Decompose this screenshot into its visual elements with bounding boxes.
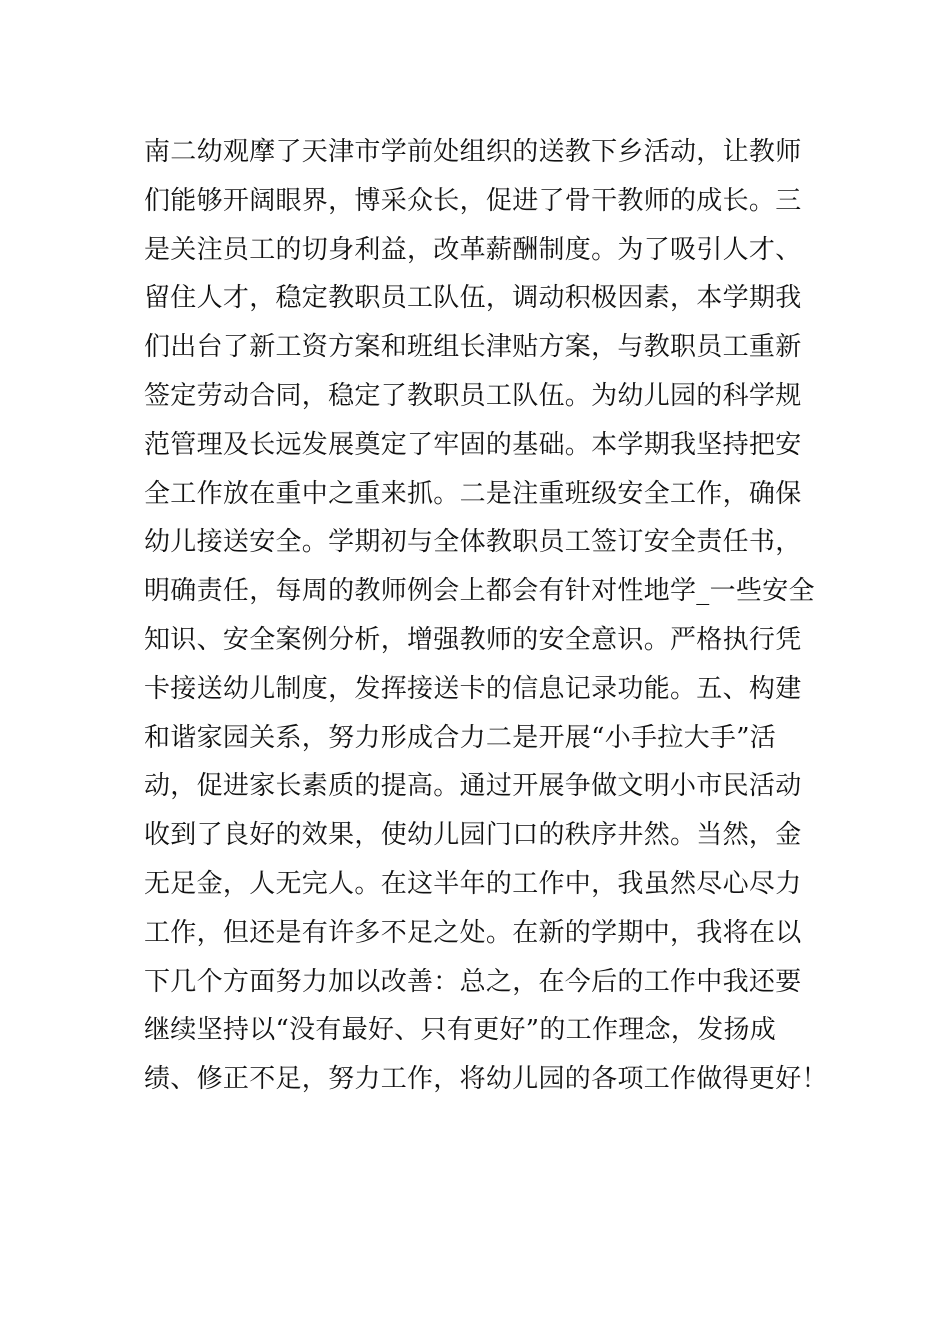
text-line: 绩、修正不足，努力工作，将幼儿园的各项工作做得更好！ [144, 1064, 828, 1095]
text-line: 全工作放在重中之重来抓。二是注重班级安全工作，确保 [144, 478, 802, 509]
text-line: 工作，但还是有许多不足之处。在新的学期中，我将在以 [144, 917, 802, 948]
text-line: 卡接送幼儿制度，发挥接送卡的信息记录功能。五、构建 [144, 673, 802, 704]
text-line: 们能够开阔眼界，博采众长，促进了骨干教师的成长。三 [144, 185, 802, 216]
text-line: 幼儿接送安全。学期初与全体教职员工签订安全责任书， [144, 527, 802, 558]
text-line: 留住人才，稳定教职员工队伍，调动积极因素，本学期我 [144, 283, 802, 314]
text-line: 明确责任，每周的教师例会上都会有针对性地学_一些安全 [144, 576, 815, 607]
body-text [144, 128, 834, 1104]
text-line: 范管理及长远发展奠定了牢固的基础。本学期我坚持把安 [144, 429, 802, 460]
text-line: 继续坚持以“没有最好、只有更好”的工作理念，发扬成 [144, 1015, 777, 1046]
text-line: 南二幼观摩了天津市学前处组织的送教下乡活动，让教师 [144, 137, 802, 167]
text-line: 们出台了新工资方案和班组长津贴方案，与教职员工重新 [144, 332, 802, 363]
text-line: 动，促进家长素质的提高。通过开展争做文明小市民活动 [144, 771, 802, 802]
text-line: 收到了良好的效果，使幼儿园门口的秩序井然。当然，金 [144, 820, 802, 851]
text-line: 知识、安全案例分析，增强教师的安全意识。严格执行凭 [144, 624, 802, 655]
text-line: 是关注员工的切身利益，改革薪酬制度。为了吸引人才、 [144, 234, 802, 265]
text-line: 无足金，人无完人。在这半年的工作中，我虽然尽心尽力 [144, 868, 802, 899]
text-line: 下几个方面努力加以改善：总之，在今后的工作中我还要 [144, 966, 802, 997]
text-line: 和谐家园关系，努力形成合力二是开展“小手拉大手”活 [144, 722, 777, 753]
text-line: 签定劳动合同，稳定了教职员工队伍。为幼儿园的科学规 [144, 380, 802, 411]
